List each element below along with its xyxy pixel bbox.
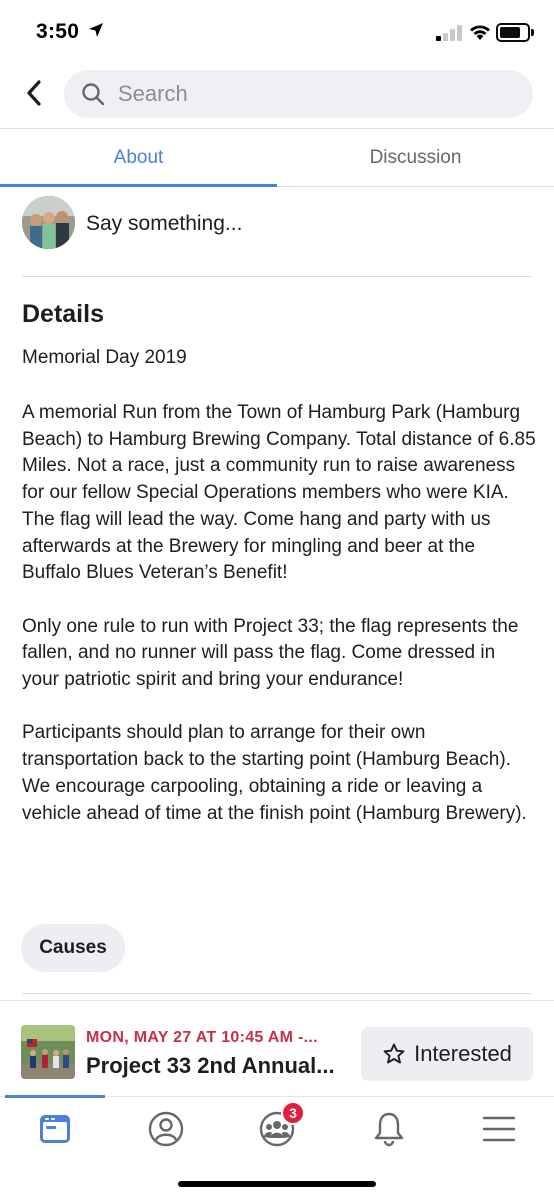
- battery-icon: [496, 23, 530, 42]
- event-summary-bar[interactable]: [0, 1000, 554, 1096]
- profile-icon: [148, 1111, 184, 1147]
- groups-badge: 3: [281, 1101, 305, 1125]
- active-tab-indicator: [5, 1095, 105, 1098]
- cellular-signal-icon: [436, 25, 464, 41]
- home-indicator[interactable]: [178, 1181, 376, 1187]
- search-icon: [80, 81, 106, 107]
- location-arrow-icon: [88, 22, 104, 43]
- section-divider: [22, 993, 532, 994]
- tab-about[interactable]: About: [0, 129, 277, 186]
- star-icon: [382, 1042, 406, 1066]
- nav-menu[interactable]: [467, 1107, 531, 1151]
- event-date: MON, MAY 27 AT 10:45 AM -...: [86, 1029, 318, 1046]
- tab-discussion[interactable]: Discussion: [369, 146, 462, 168]
- description-paragraph: A memorial Run from the Town of Hamburg Park (Hamburg Beach) to Hamburg Brewing Company. Total distance of 6.85 Miles. Not a race, just a community run to raise awareness for our fellow Special Operations members who were KIA. The flag will lead the way. Come hang and party with us afterwards at the Brewery for mingling and beer at the Buffalo Blues Veteran’s Benefit!: [22, 402, 536, 584]
- news-feed-icon: [38, 1113, 72, 1145]
- menu-icon: [483, 1115, 515, 1143]
- interested-button[interactable]: [361, 1027, 533, 1081]
- event-thumbnail: [21, 1025, 75, 1079]
- search-input[interactable]: [118, 81, 498, 107]
- wifi-icon: [469, 23, 491, 46]
- status-bar: [0, 0, 554, 62]
- chevron-left-icon: [26, 80, 42, 106]
- search-bar[interactable]: [64, 70, 533, 118]
- nav-groups[interactable]: [245, 1107, 309, 1151]
- nav-news-feed[interactable]: [23, 1107, 87, 1151]
- event-subtitle: Memorial Day 2019: [22, 347, 187, 368]
- interested-label: Interested: [414, 1041, 512, 1066]
- event-description: [22, 400, 537, 854]
- section-divider: [22, 276, 532, 277]
- nav-profile[interactable]: [134, 1107, 198, 1151]
- back-button[interactable]: [18, 76, 50, 110]
- nav-notifications[interactable]: [357, 1107, 421, 1151]
- notifications-bell-icon: [373, 1111, 405, 1147]
- event-name[interactable]: Project 33 2nd Annual...: [86, 1053, 335, 1078]
- description-paragraph: Participants should plan to arrange for their own transportation back to the starting point (Hamburg Beach). We encourage carpooling, obtaining a ride or leaving a vehicle ahead of time at the finish point (Hamburg Brewery).: [22, 722, 527, 824]
- tab-bar: [0, 129, 554, 187]
- post-composer[interactable]: [0, 192, 554, 254]
- causes-button[interactable]: Causes: [21, 924, 125, 972]
- status-time: 3:50: [36, 20, 80, 43]
- composer-placeholder[interactable]: Say something...: [86, 212, 243, 235]
- details-heading: Details: [22, 300, 104, 328]
- avatar: [22, 196, 75, 249]
- description-paragraph: Only one rule to run with Project 33; the flag represents the fallen, and no runner will pass the flag. Come dressed in your patriotic spirit and bring your endurance!: [22, 615, 519, 691]
